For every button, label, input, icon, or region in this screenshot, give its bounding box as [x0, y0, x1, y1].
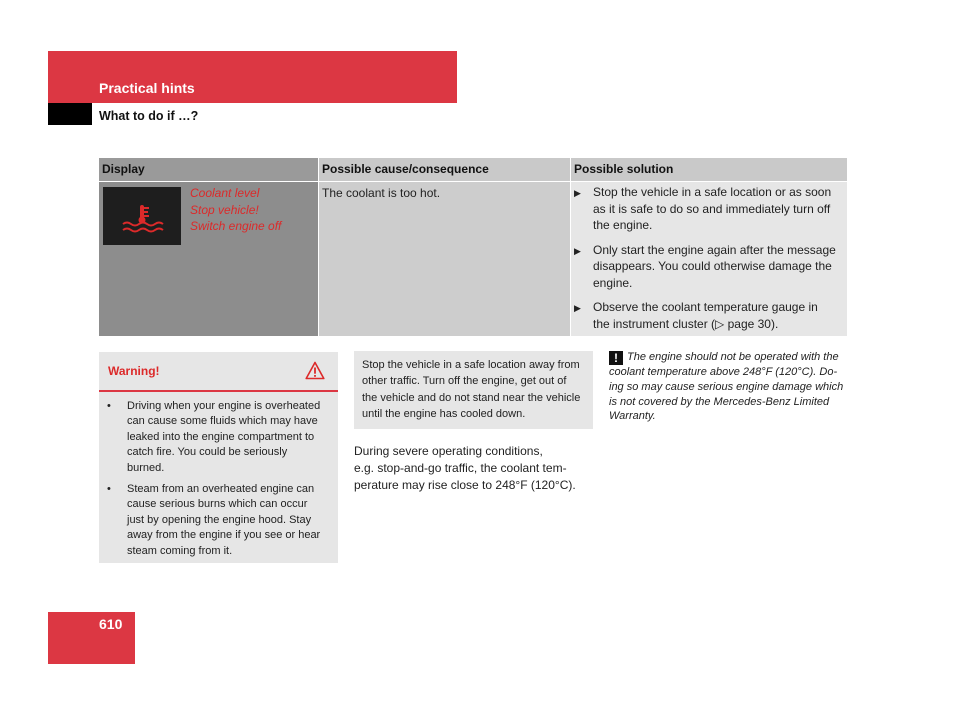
solution-line: Only start the engine again after the message [593, 242, 836, 257]
caution-line [609, 350, 849, 365]
warning-triangle-icon [305, 361, 325, 380]
display-line: Switch engine off [190, 219, 282, 233]
caution-line: Warranty. [609, 410, 656, 423]
note-line: other traffic. Turn off the engine, get out of [362, 375, 567, 388]
triangle-bullet-icon: ▶ [574, 245, 581, 256]
section-title: Practical hints [99, 80, 195, 96]
solution-cell [571, 182, 847, 336]
solution-line: engine. [593, 275, 633, 290]
warning-line: Steam from an overheated engine can [127, 483, 315, 496]
exclamation-icon: ! [609, 351, 623, 365]
warning-line: Driving when your engine is overheated [127, 400, 321, 412]
warning-title: Warning! [108, 364, 160, 378]
triangle-bullet-icon: ▶ [574, 188, 581, 198]
solution-line: disappears. You could otherwise damage the [593, 259, 832, 273]
warning-line: burned. [127, 461, 165, 474]
section-tab-marker [48, 103, 92, 125]
display-message [190, 185, 281, 235]
caution-note [609, 350, 849, 424]
page-number: 610 [99, 616, 123, 632]
warning-line: catch fire. You could be seriously [127, 446, 288, 459]
display-screen [103, 187, 181, 245]
warning-line: steam coming from it. [127, 544, 233, 557]
note-line: until the engine has cooled down. [362, 408, 526, 421]
solution-text [593, 184, 843, 234]
solution-item [574, 184, 843, 234]
solution-line: as it is safe to do so and immediately turn off [593, 201, 831, 216]
display-cell [99, 182, 318, 336]
warning-text [127, 399, 330, 476]
triangle-bullet-icon: ▶ [574, 303, 581, 313]
caution-line: ing so may cause serious engine damage which [609, 380, 844, 393]
warning-header [99, 352, 338, 392]
caution-text: The engine should not be operated with the [627, 351, 839, 363]
solution-item [574, 299, 843, 332]
paragraph-line: e.g. stop-and-go traffic, the coolant tem- [354, 461, 567, 475]
warning-line: just by opening the engine hood. Stay [127, 513, 312, 526]
note-line: the vehicle and do not stand near the vehicle [362, 391, 581, 404]
column-header-solution: Possible solution [571, 158, 847, 181]
bullet-icon: • [107, 400, 111, 412]
solution-line: the instrument cluster (▷ page 30). [593, 316, 779, 331]
display-line: Coolant level [190, 186, 260, 200]
warning-text [127, 482, 330, 559]
solution-line: Stop the vehicle in a safe location or as soon [593, 185, 832, 199]
solution-text [593, 299, 843, 332]
coolant-temperature-warning-icon [121, 203, 165, 233]
cause-cell: The coolant is too hot. [319, 182, 570, 336]
subsection-title: What to do if …? [99, 109, 199, 123]
safety-note-box [354, 351, 593, 429]
solution-text [593, 242, 843, 292]
display-line: Stop vehicle! [190, 202, 259, 217]
warning-line: away from the engine if you see or hear [127, 529, 321, 542]
warning-list [99, 392, 338, 559]
bullet-icon: • [107, 483, 111, 496]
caution-line: is not covered by the Mercedes-Benz Limited [609, 395, 830, 408]
solution-item [574, 242, 843, 292]
paragraph-line: perature may rise close to 248°F (120°C). [354, 478, 576, 492]
column-header-display: Display [99, 158, 318, 181]
solution-line: the engine. [593, 218, 653, 232]
warning-box [99, 352, 338, 563]
column-header-cause: Possible cause/consequence [319, 158, 570, 181]
solution-line: Observe the coolant temperature gauge in [593, 300, 818, 314]
coolant-table [99, 158, 847, 336]
warning-line: leaked into the engine compartment to [127, 430, 315, 443]
list-item [107, 482, 330, 559]
note-line: Stop the vehicle in a safe location away from [362, 359, 580, 371]
list-item [107, 399, 330, 476]
table-row [99, 182, 847, 336]
warning-line: can cause some fluids which may have [127, 415, 318, 428]
operating-conditions-paragraph [354, 443, 604, 494]
warning-line: cause serious burns which can occur [127, 498, 308, 511]
table-header-row [99, 158, 847, 181]
paragraph-line: During severe operating conditions, [354, 444, 543, 458]
caution-line: coolant temperature above 248°F (120°C). Do- [609, 366, 838, 378]
